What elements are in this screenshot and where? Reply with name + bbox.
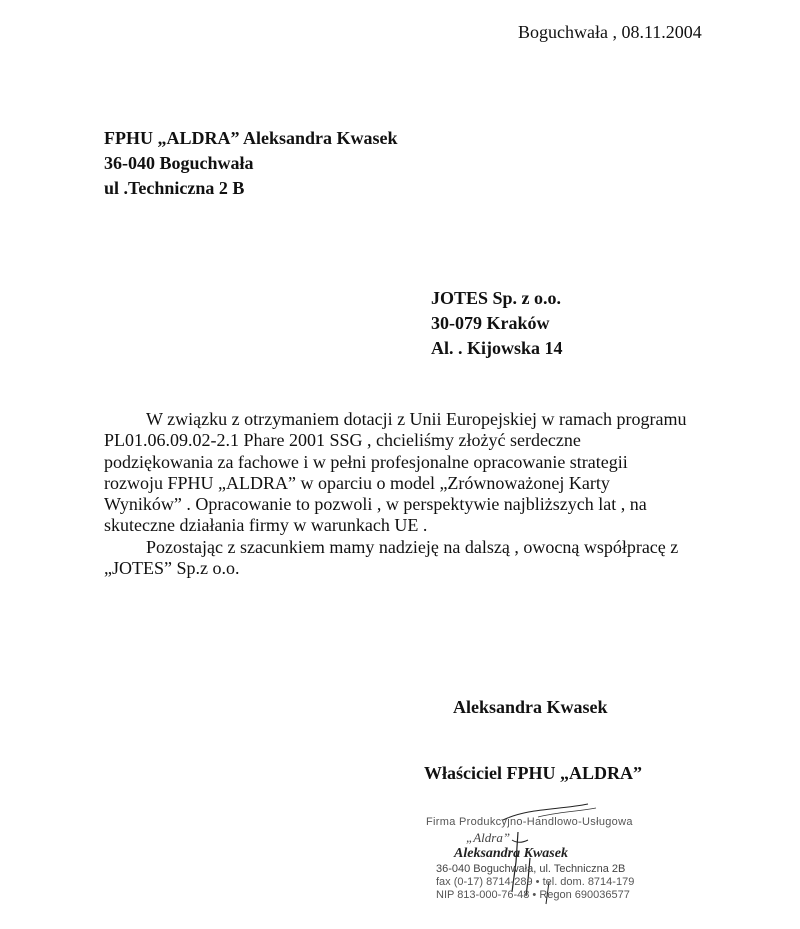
signature-name: Aleksandra Kwasek [453,697,608,717]
date-line: Boguchwała , 08.11.2004 [518,22,702,42]
sender-address [104,126,398,201]
sender-line-3: ul .Techniczna 2 B [104,178,245,198]
body-line: „JOTES” Sp.z o.o. [104,558,240,579]
body-line: Wyników” . Opracowanie to pozwoli , w perspektywie najbliższych lat , na [104,494,647,515]
stamp-line-4: 36-040 Boguchwała, ul. Techniczna 2B [436,863,626,875]
recipient-line-2: 30-079 Kraków [431,313,550,333]
signature-title: Właściciel FPHU „ALDRA” [424,763,642,783]
body-line: W związku z otrzymaniem dotacji z Unii Europejskiej w ramach programu [146,409,687,429]
company-stamp [418,800,678,910]
body-line: Pozostając z szacunkiem mamy nadzieję na dalszą , owocną współpracę z [146,536,679,557]
letter-body [104,409,734,579]
stamp-line-5: fax (0-17) 8714-289 • tel. dom. 8714-179 [436,876,635,888]
stamp-line-1: Firma Produkcyjno-Handlowo-Usługowa [426,816,633,828]
sender-line-1: FPHU „ALDRA” Aleksandra Kwasek [104,128,398,148]
stamp-line-3: Aleksandra Kwasek [454,846,568,861]
recipient-line-1: JOTES Sp. z o.o. [431,288,562,308]
body-line: podziękowania za fachowe i w pełni profesjonalne opracowanie strategii [104,451,628,472]
body-line: rozwoju FPHU „ALDRA” w oparciu o model „Zrównoważonej Karty [104,472,610,493]
recipient-line-3: Al. . Kijowska 14 [431,338,563,358]
sender-line-2: 36-040 Boguchwała [104,153,254,173]
stamp-line-6: NIP 813-000-76-48 • Regon 690036577 [436,889,630,901]
body-paragraph-2 [104,537,734,580]
body-paragraph-1 [104,409,734,537]
body-line: skuteczne działania firmy w warunkach UE . [104,515,428,536]
recipient-address [431,286,563,361]
stamp-line-2: „Aldra” [466,830,511,845]
body-line: PL01.06.09.02-2.1 Phare 2001 SSG , chcieliśmy złożyć serdeczne [104,430,581,451]
